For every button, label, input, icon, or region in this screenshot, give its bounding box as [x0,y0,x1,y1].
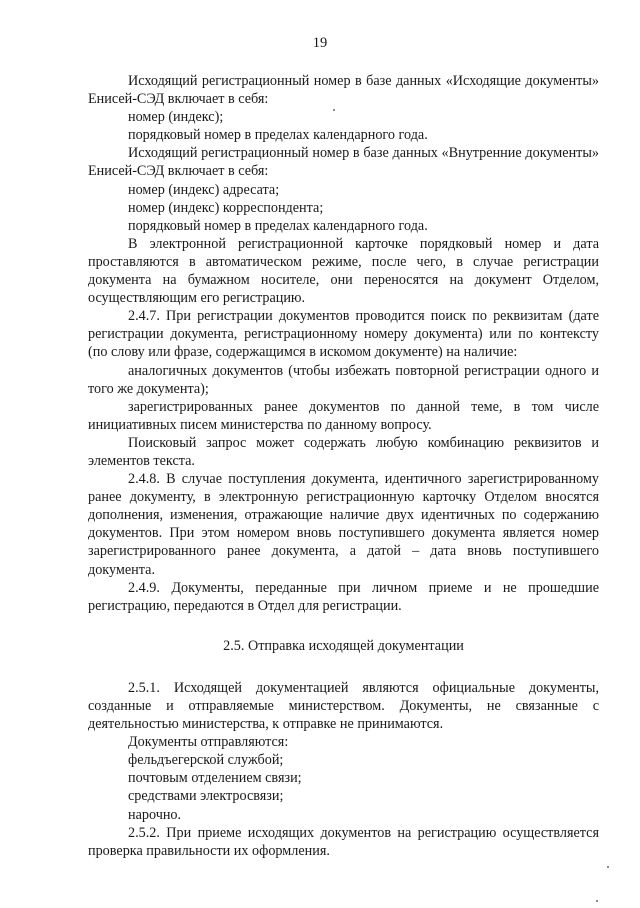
top-section [88,72,599,615]
list-item: номер (индекс) корреспондента; [128,199,324,216]
list-item: нарочно. [128,806,182,823]
list-item: номер (индекс) адресата; [128,181,280,198]
list-item: порядковый номер в пределах календарного года. [128,127,428,144]
list-item: почтовым отделением связи; [128,770,302,787]
paragraph: Исходящий регистрационный номер в базе данных «Внутренние документы» Енисей-СЭД включает в себя: [88,145,599,180]
list-item: зарегистрированных ранее документов по данной теме, в том числе инициативных писем министерства по данному вопросу. [88,398,599,433]
list-item: порядковый номер в пределах календарного года. [128,217,428,234]
section-heading: 2.5. Отправка исходящей документации [223,637,464,654]
list-item: номер (индекс); [128,109,224,126]
list-item: аналогичных документов (чтобы избежать повторной регистрации одного и того же документа); [88,362,599,397]
paragraph: 2.4.7. При регистрации документов проводится поиск по реквизитам (дате регистрации документа, регистрационному номеру документа) или по контексту (по слову или фразе, содержащимся в искомом документе) на наличие: [88,308,599,361]
document-body [88,72,599,860]
paragraph: 2.4.8. В случае поступления документа, идентичного зарегистрированному ранее документу, в электронную регистрационную карточку Отделом вносятся дополнения, изменения, отражающие наличие двух идентичных по содержанию документов. При этом номером вновь поступившего документа является номер зарегистрированного ранее документа, а датой – дата вновь поступившего документа. [88,471,599,578]
scan-speck [607,866,609,868]
paragraph: Исходящий регистрационный номер в базе данных «Исходящие документы» Енисей-СЭД включает в себя: [88,73,599,108]
paragraph: 2.5.1. Исходящей документацией являются официальные документы, созданные и отправляемые министерством. Документы, не связанные с деятельностью министерства, к отправке не принимаются. [88,679,599,733]
scan-speck [333,109,335,111]
paragraph: В электронной регистрационной карточке порядковый номер и дата проставляются в автоматическом режиме, после чего, в случае регистрации документа на бумажном носителе, они переносятся на документ Отделом, осуществляющим его регистрацию. [88,235,599,307]
list-item: фельдъегерской службой; [128,752,284,769]
paragraph: 2.4.9. Документы, переданные при личном приеме и не прошедшие регистрацию, передаются в Отдел для регистрации. [88,579,599,614]
list-item: Документы отправляются: [128,734,289,751]
paragraph: 2.5.2. При приеме исходящих документов на регистрацию осуществляется проверка правильности их оформления. [88,824,599,859]
scan-speck [596,900,598,902]
bottom-section [88,679,599,860]
list-item: средствами электросвязи; [128,788,284,805]
paragraph: Поисковый запрос может содержать любую комбинацию реквизитов и элементов текста. [88,434,599,469]
page-number: 19 [312,35,328,51]
